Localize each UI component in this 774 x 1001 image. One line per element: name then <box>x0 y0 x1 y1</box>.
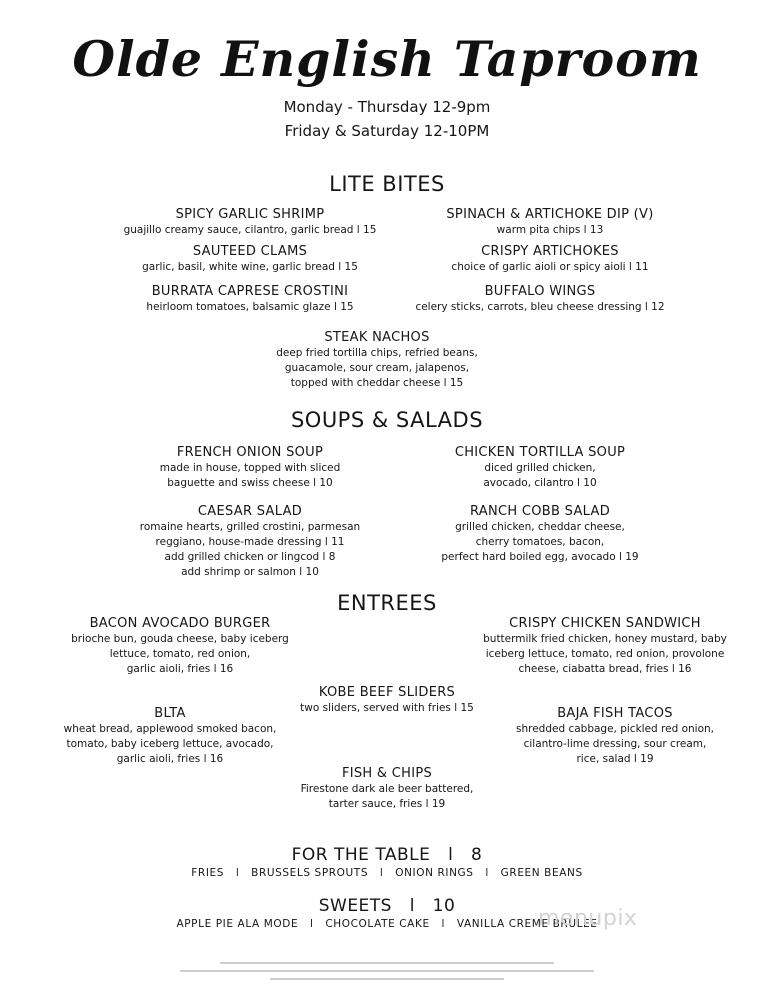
hours-weekend: Friday & Saturday 12-10PM <box>284 122 490 140</box>
menu-item <box>460 616 750 677</box>
item-desc: guajillo creamy sauce, cilantro, garlic bread l 15 <box>123 224 377 236</box>
for-the-table-items: FRIES l BRUSSELS SPROUTS l ONION RINGS l GREEN BEANS <box>191 867 583 879</box>
item-desc: lettuce, tomato, red onion, <box>109 648 251 660</box>
section-for-the-table: FOR THE TABLE l 8 <box>291 845 483 865</box>
item-name: BURRATA CAPRESE CROSTINI <box>151 284 349 299</box>
item-desc: grilled chicken, cheddar cheese, <box>455 521 625 533</box>
item-desc: guacamole, sour cream, jalapenos, <box>284 362 470 374</box>
item-desc: wheat bread, applewood smoked bacon, <box>63 723 277 735</box>
item-name: BUFFALO WINGS <box>484 284 596 299</box>
item-name: SPICY GARLIC SHRIMP <box>175 207 325 222</box>
item-name: CAESAR SALAD <box>197 504 303 519</box>
menu-item <box>380 284 700 315</box>
item-desc: add grilled chicken or lingcod l 8 <box>164 551 336 563</box>
item-desc: baguette and swiss cheese l 10 <box>167 477 333 489</box>
item-desc: perfect hard boiled egg, avocado l 19 <box>441 551 639 563</box>
item-desc: buttermilk fried chicken, honey mustard, baby <box>483 633 727 645</box>
item-desc: warm pita chips l 13 <box>496 224 604 236</box>
item-name: KOBE BEEF SLIDERS <box>318 685 456 700</box>
item-name: BACON AVOCADO BURGER <box>89 616 271 631</box>
item-desc: brioche bun, gouda cheese, baby iceberg <box>71 633 289 645</box>
item-name: BAJA FISH TACOS <box>557 706 673 721</box>
item-desc: cherry tomatoes, bacon, <box>475 536 605 548</box>
menu-item <box>90 284 410 315</box>
menu-item <box>100 207 400 238</box>
watermark: menupix <box>538 906 638 931</box>
item-name: FISH & CHIPS <box>341 766 433 781</box>
menu-item <box>490 706 740 767</box>
item-desc: garlic aioli, fries l 16 <box>126 663 234 675</box>
menu-item <box>390 445 690 491</box>
restaurant-title: Olde English Taproom <box>72 30 702 88</box>
section-sweets: SWEETS l 10 <box>318 896 456 916</box>
menu-item <box>100 244 400 275</box>
item-desc: add shrimp or salmon l 10 <box>181 566 319 578</box>
item-desc: shredded cabbage, pickled red onion, <box>515 723 714 735</box>
item-name: SAUTEED CLAMS <box>192 244 308 259</box>
item-desc: reggiano, house-made dressing l 11 <box>155 536 345 548</box>
sweets-items: APPLE PIE ALA MODE l CHOCOLATE CAKE l VANILLA CREME BRULEE <box>176 918 598 930</box>
item-desc: made in house, topped with sliced <box>159 462 341 474</box>
item-desc: garlic aioli, fries l 16 <box>116 753 224 765</box>
item-name: CRISPY CHICKEN SANDWICH <box>509 616 701 631</box>
menu-item <box>390 504 690 565</box>
item-desc: two sliders, served with fries l 15 <box>300 702 474 714</box>
menu-item <box>50 706 290 767</box>
item-desc: rice, salad l 19 <box>576 753 654 765</box>
item-name: SPINACH & ARTICHOKE DIP (V) <box>446 207 654 222</box>
fine-print <box>180 962 594 980</box>
section-lite-bites: LITE BITES <box>329 172 445 196</box>
item-desc: choice of garlic aioli or spicy aioli l 11 <box>451 261 649 273</box>
item-desc: avocado, cilantro l 10 <box>483 477 597 489</box>
hours-weekday: Monday - Thursday 12-9pm <box>283 98 491 116</box>
menu-item <box>50 616 310 677</box>
item-desc: garlic, basil, white wine, garlic bread l 15 <box>142 261 358 273</box>
section-entrees: ENTREES <box>337 591 437 615</box>
menu-item <box>237 766 537 812</box>
item-desc: Firestone dark ale beer battered, <box>300 783 474 795</box>
item-desc: deep fried tortilla chips, refried beans, <box>276 347 478 359</box>
menu-item <box>400 244 700 275</box>
menu-item <box>227 330 527 391</box>
item-desc: diced grilled chicken, <box>484 462 596 474</box>
item-desc: topped with cheddar cheese l 15 <box>290 377 464 389</box>
item-name: RANCH COBB SALAD <box>469 504 611 519</box>
section-soups-salads: SOUPS & SALADS <box>290 408 484 432</box>
item-desc: cheese, ciabatta bread, fries l 16 <box>518 663 692 675</box>
item-desc: tarter sauce, fries l 19 <box>328 798 446 810</box>
item-name: BLTA <box>154 706 186 721</box>
menu-item <box>400 207 700 238</box>
item-desc: iceberg lettuce, tomato, red onion, provolone <box>485 648 725 660</box>
item-name: STEAK NACHOS <box>324 330 430 345</box>
item-desc: romaine hearts, grilled crostini, parmesan <box>139 521 361 533</box>
item-desc: cilantro-lime dressing, sour cream, <box>523 738 707 750</box>
menu-item <box>100 445 400 491</box>
item-name: FRENCH ONION SOUP <box>176 445 324 460</box>
item-name: CHICKEN TORTILLA SOUP <box>454 445 626 460</box>
item-desc: tomato, baby iceberg lettuce, avocado, <box>66 738 274 750</box>
item-name: CRISPY ARTICHOKES <box>481 244 619 259</box>
menu-item <box>100 504 400 580</box>
item-desc: celery sticks, carrots, bleu cheese dressing l 12 <box>415 301 665 313</box>
item-desc: heirloom tomatoes, balsamic glaze l 15 <box>146 301 354 313</box>
